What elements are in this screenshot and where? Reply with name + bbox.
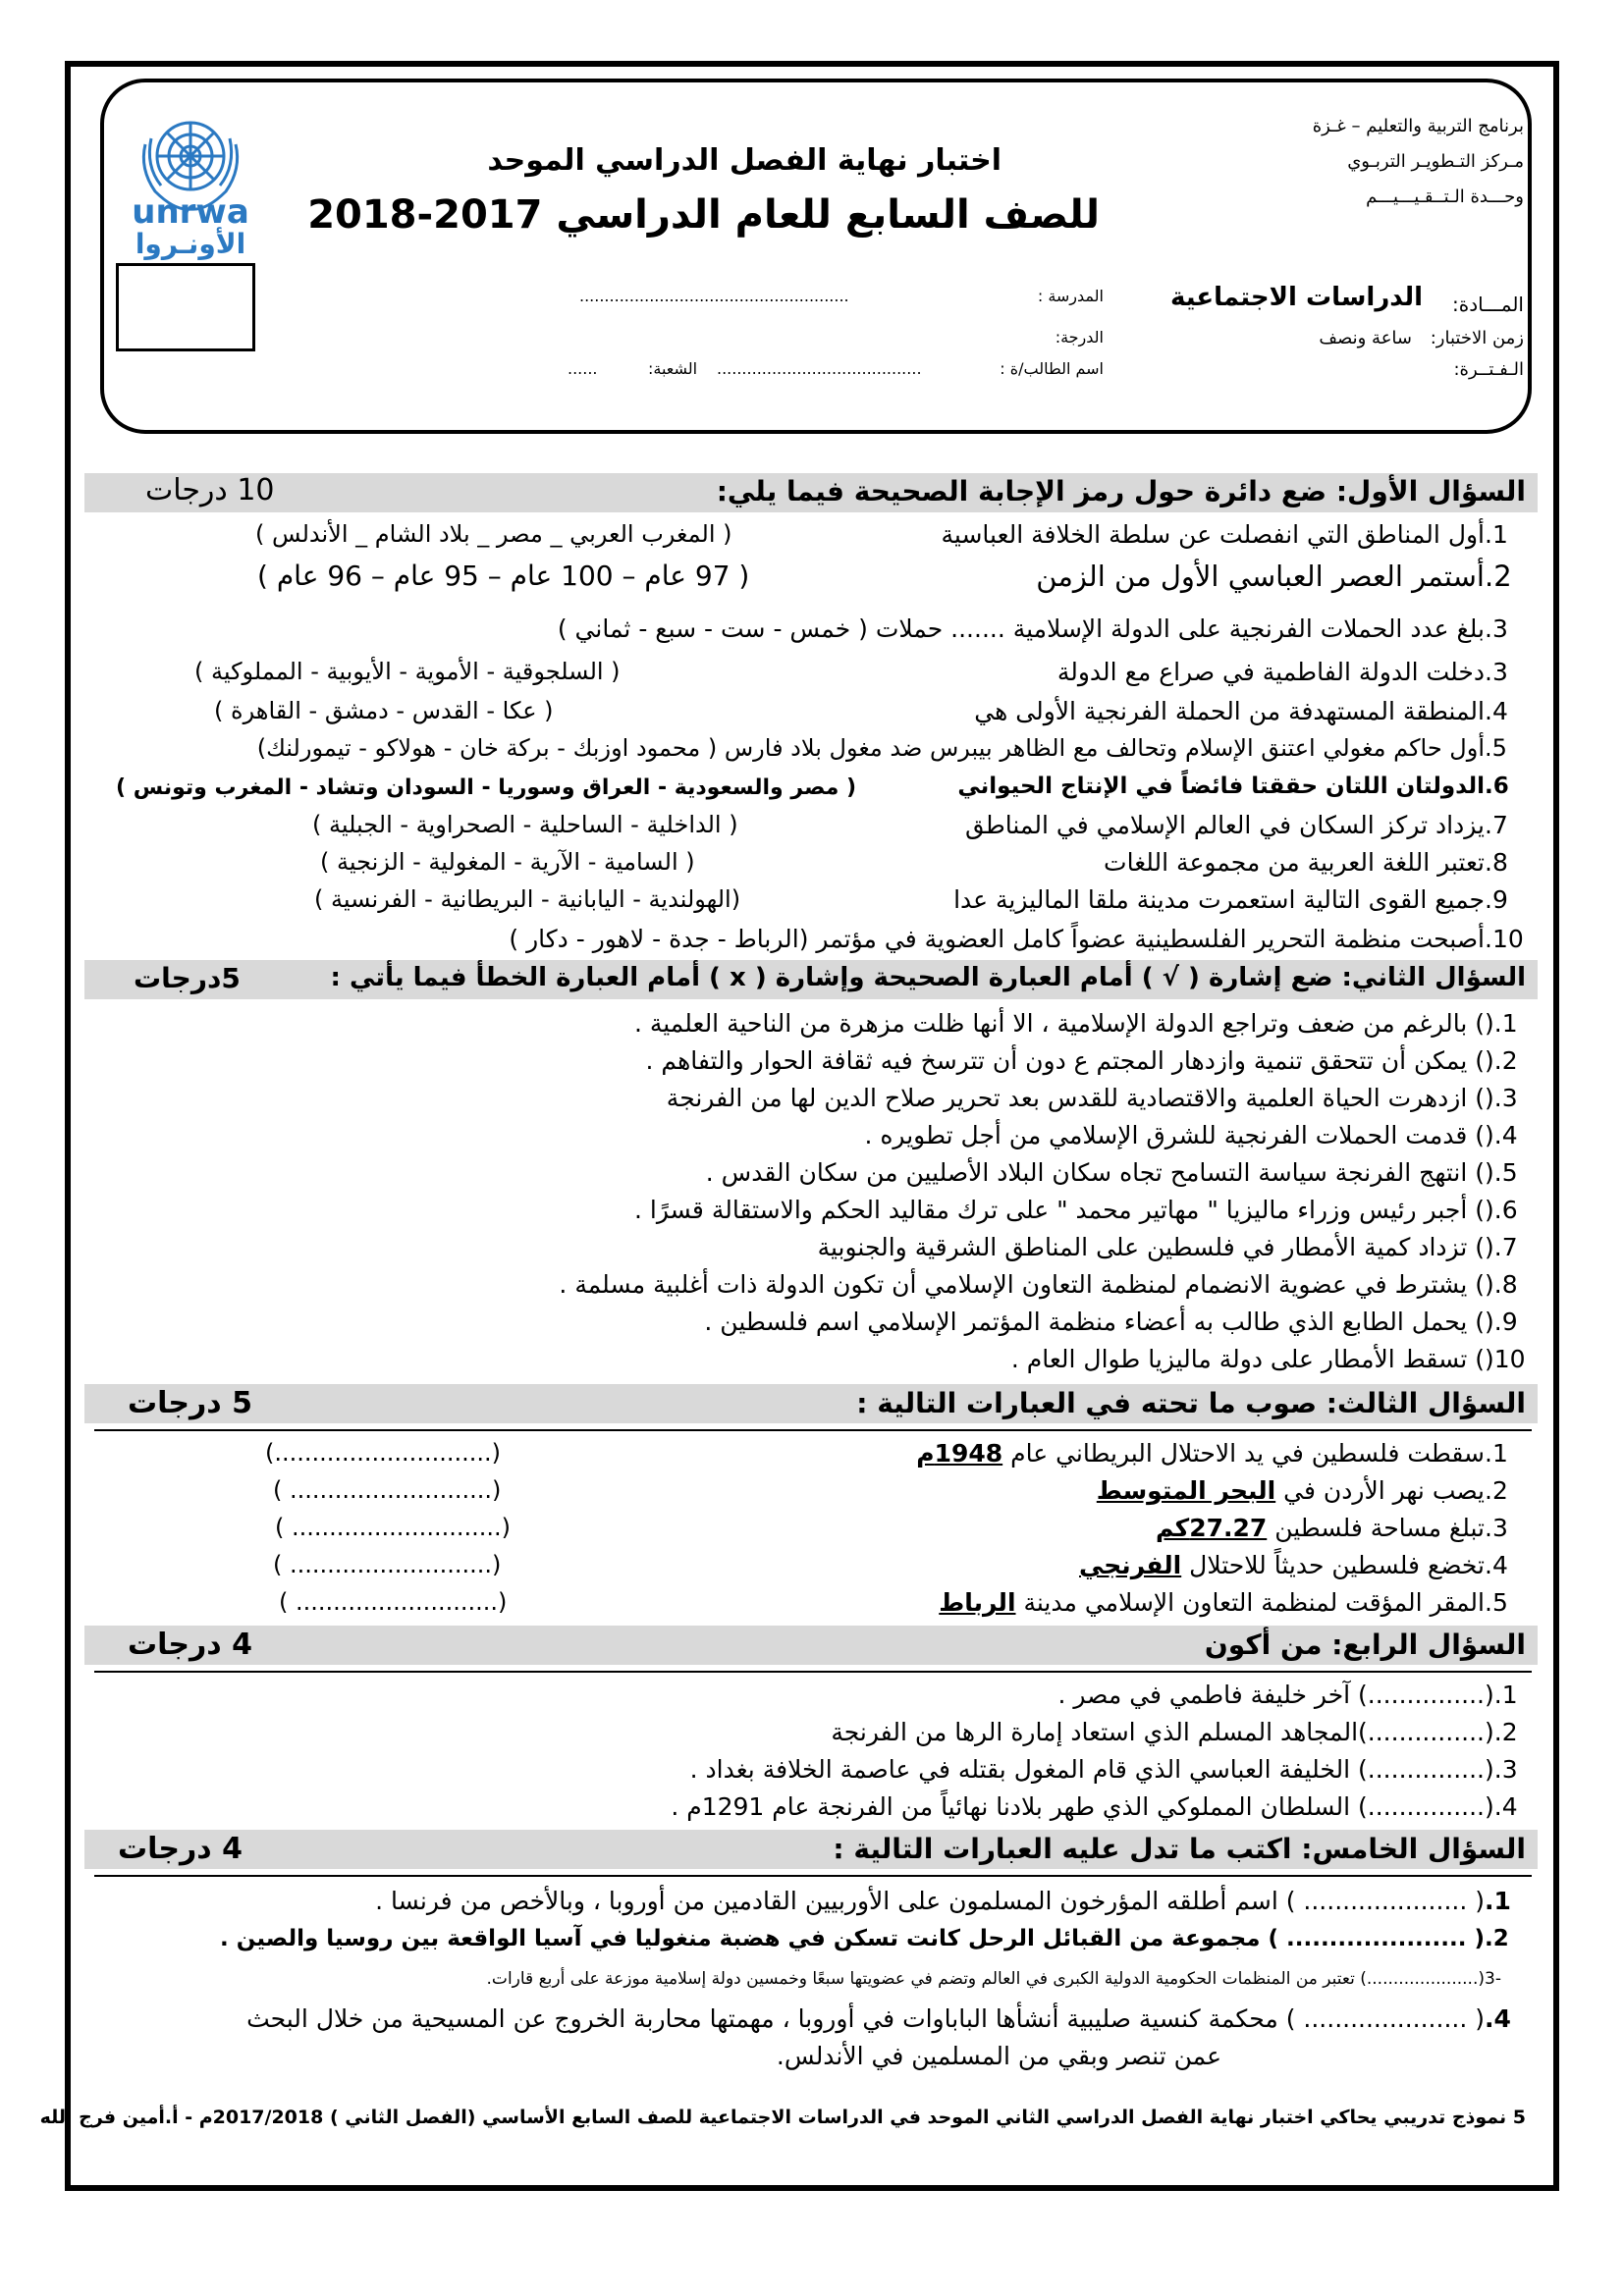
q3-item-5: 5.المقر المؤقت لمنظمة التعاون الإسلامي مدينة الرباط [939,1588,1508,1617]
q3-answer-3[interactable]: ( ............................) [275,1514,511,1541]
q1-item-2-options[interactable]: ( 97 عام – 100 عام – 95 عام – 96 عام ) [257,560,750,592]
q1-item-3: 3.بلغ عدد الحملات الفرنجية على الدولة الإسلامية ....... حملات ( خمس - ست - سبع - ثماني ) [557,614,1508,643]
q4-title: السؤال الرابع: من أكون [1204,1629,1526,1661]
q3-item-1: 1.سقطت فلسطين في يد الاحتلال البريطاني عام 1948م [916,1439,1508,1468]
q5-item-4-cont: عمن تنصر وبقي من المسلمين في الأندلس. [776,2042,1221,2070]
q1-item-8-options[interactable]: ( الداخلية - الساحلية - الصحراوية - الجبلية ) [312,811,738,838]
q1-item-4: 3.دخلت الدولة الفاطمية في صراع مع الدولة [1056,658,1508,686]
q3-points: 5 درجات [128,1386,253,1420]
q2-item-9[interactable]: 9.() يحمل الطابع الذي طالب به أعضاء منظمة المؤتمر الإسلامي اسم فلسطين . [704,1308,1518,1336]
q3-item-3: 3.تبلغ مساحة فلسطين 27.27كم [1156,1514,1508,1542]
q4-title-underline [94,1671,1532,1673]
school-label: المدرسة : [1037,287,1104,305]
q4-item-1[interactable]: 1.(...............) آخر خليفة فاطمي في مصر . [1057,1681,1518,1709]
time-label: زمن الاختبار: [1430,328,1524,348]
q1-item-1: 1.أول المناطق التي انفصلت عن سلطة الخلافة العباسية [941,520,1508,549]
q3-answer-4[interactable]: ( ...........................) [273,1551,502,1578]
q4-item-2[interactable]: 2.(...............)المجاهد المسلم الذي استعاد إمارة الرها من الفرنجة [831,1718,1518,1746]
q3-answer-2[interactable]: ( ...........................) [273,1476,502,1504]
q2-title: السؤال الثاني: ضع إشارة ( √ ) أمام العبارة الصحيحة وإشارة ( x ) أمام العبارة الخطأ فيما يأتي : [330,963,1526,992]
q1-item-5: 4.المنطقة المستهدفة من الحملة الفرنجية الأولى هي [974,697,1508,725]
exam-subtitle: للصف السابع للعام الدراسي 2017-2018 [307,192,1100,238]
q1-item-11: 10.أصبحت منظمة التحرير الفلسطينية عضواً كامل العضوية في مؤتمر (الرباط - جدة - لاهور - دكار ) [509,925,1524,953]
q5-item-2[interactable]: 2.( ..................... ) مجموعة من القبائل الرحل كانت تسكن في هضبة منغوليا في آسيا الواقعة بين روسيا والصين . [219,1926,1509,1951]
q1-item-9: 8.تعتبر اللغة العربية من مجموعة اللغات [1104,848,1508,877]
q4-points: 4 درجات [128,1628,253,1662]
logo-text-en: unrwa [132,192,249,232]
q4-item-4[interactable]: 4.(...............) السلطان المملوكي الذي طهر بلادنا نهائياً من الفرنجة عام 1291م . [671,1792,1518,1821]
empty-box [116,263,255,351]
q1-title: السؤال الأول: ضع دائرة حول رمز الإجابة الصحيحة فيما يلي: [716,475,1526,507]
student-field[interactable]: ......................................... [717,359,922,378]
period-label: الـفـتــرة: [1453,359,1524,380]
q3-title-underline [94,1429,1532,1431]
q2-item-3[interactable]: 3.() ازدهرت الحياة العلمية والاقتصادية للقدس بعد تحرير صلاح الدين لها من الفرنجة [666,1084,1518,1112]
q5-points: 4 درجات [118,1832,244,1866]
q5-item-3[interactable]: -3(.....................) تعتبر من المنظمات الحكومية الدولية الكبرى في العالم وتضم في عضويتها سبعًا وخمسين دولة إسلامية موزعة على أربع قارات. [486,1969,1501,1989]
q2-item-5[interactable]: 5.() انتهج الفرنجة سياسة التسامح تجاه سكان البلاد الأصليين من سكان القدس . [705,1158,1518,1187]
footer-note: 5 نموذج تدريبي يحاكي اختبار نهاية الفصل الدراسي الثاني الموحد في الدراسات الاجتماعية للصف السابع الأساسي (الفصل الثاني ) 2017/2018م - أ.أمين فرج الله [39,2107,1526,2128]
logo-text-ar: الأونـروا [135,228,246,260]
org-line-3: وحـــدة الـتــقـيـــيـــم [1366,187,1524,207]
q3-title: السؤال الثالث: صوب ما تحته في العبارات التالية : [856,1387,1526,1419]
org-line-2: مـركز التـطويـر التربـوي [1347,151,1524,172]
student-label: اسم الطالب/ة : [1000,359,1104,378]
subject-label: المـــادة: [1451,293,1524,316]
school-field[interactable]: ...................................................... [579,287,849,305]
grade-label: الدرجة: [1055,328,1104,347]
q2-item-8[interactable]: 8.() يشترط في عضوية الانضمام لمنظمة التعاون الإسلامي أن تكون الدولة ذات أغلبية مسلمة . [559,1270,1518,1299]
section-label: الشعبة: [648,359,698,378]
q1-item-10-options[interactable]: (الهولندية - اليابانية - البريطانية - الفرنسية ) [314,885,741,913]
time-value: ساعة ونصف [1319,328,1412,348]
q5-item-1[interactable]: 1.( ..................... ) اسم أطلقه المؤرخون المسلمون على الأوربيين القادمين من أوروبا ، وبالأخص من فرنسا . [375,1887,1511,1915]
q1-item-1-options[interactable]: ( المغرب العربي _ مصر _ بلاد الشام _ الأندلس ) [255,520,732,548]
q3-answer-1[interactable]: (.............................) [265,1439,501,1467]
q1-points: 10 درجات [145,473,275,507]
section-field[interactable]: ...... [568,359,598,378]
q1-item-8: 7.يزداد تركز السكان في العالم الإسلامي في المناطق [965,811,1508,839]
org-line-1: برنامج التربية والتعليم – غـزة [1312,116,1524,136]
q1-item-7: 6.الدولتان اللتان حققتا فائضاً في الإنتاج الحيواني [957,774,1509,799]
q1-item-6: 5.أول حاكم مغولي اعتنق الإسلام وتحالف مع الظاهر بيبرس ضد مغول بلاد فارس ( محمود اوزبك - بركة خان - هولاكو - تيمورلنك) [256,734,1507,762]
q2-item-10[interactable]: 10() تسقط الأمطار على دولة ماليزيا طوال العام . [1010,1345,1526,1373]
q2-item-1[interactable]: 1.() بالرغم من ضعف وتراجع الدولة الإسلامية ، الا أنها ظلت مزهرة من الناحية العلمية . [633,1009,1518,1038]
q2-item-2[interactable]: 2.() يمكن أن تتحقق تنمية وازدهار المجتم ع دون أن تترسخ فيه ثقافة الحوار والتفاهم . [645,1046,1518,1075]
q3-answer-5[interactable]: ( ...........................) [279,1588,508,1616]
q1-item-10: 9.جميع القوى التالية استعمرت مدينة ملقا الماليزية عدا [953,885,1508,914]
q5-title: السؤال الخامس: اكتب ما تدل عليه العبارات التالية : [833,1833,1526,1865]
q1-item-4-options[interactable]: ( السلجوقية - الأموية - الأيوبية - المملوكية ) [194,658,621,685]
q2-item-4[interactable]: 4.() قدمت الحملات الفرنجية للشرق الإسلامي من أجل تطويره . [864,1121,1518,1149]
q2-item-7[interactable]: 7.() تزداد كمية الأمطار في فلسطين على المناطق الشرقية والجنوبية [817,1233,1518,1261]
q1-item-7-options[interactable]: ( مصر والسعودية - العراق وسوريا - السودان وتشاد - المغرب وتونس ) [116,775,857,800]
q5-item-4[interactable]: 4.( ..................... ) محكمة كنسية صليبية أنشأها الباباوات في أوروبا ، مهمتها محاربة الخروج عن المسيحية من خلال البحث [246,2004,1511,2033]
q5-title-underline [94,1875,1532,1877]
q4-item-3[interactable]: 3.(...............) الخليفة العباسي الذي قام المغول بقتله في عاصمة الخلافة بغداد . [689,1755,1518,1784]
exam-title: اختبار نهاية الفصل الدراسي الموحد [487,143,1001,178]
q1-item-9-options[interactable]: ( السامية - الآرية - المغولية - الزنجية ) [320,848,695,876]
q2-points: 5درجات [134,962,241,994]
q1-item-5-options[interactable]: ( عكا - القدس - دمشق - القاهرة ) [214,697,554,724]
q3-item-2: 2.يصب نهر الأردن في البحر المتوسط [1096,1476,1508,1505]
subject-value: الدراسات الاجتماعية [1169,283,1423,312]
q3-item-4: 4.تخضع فلسطين حديثاً للاحتلال الفرنجي [1079,1551,1508,1579]
q1-item-2: 2.أستمر العصر العباسي الأول من الزمن [1036,560,1512,593]
q2-item-6[interactable]: 6.() أجبر رئيس وزراء ماليزيا " مهاتير محمد " على ترك مقاليد الحكم والاستقالة قسرًا . [634,1196,1518,1224]
